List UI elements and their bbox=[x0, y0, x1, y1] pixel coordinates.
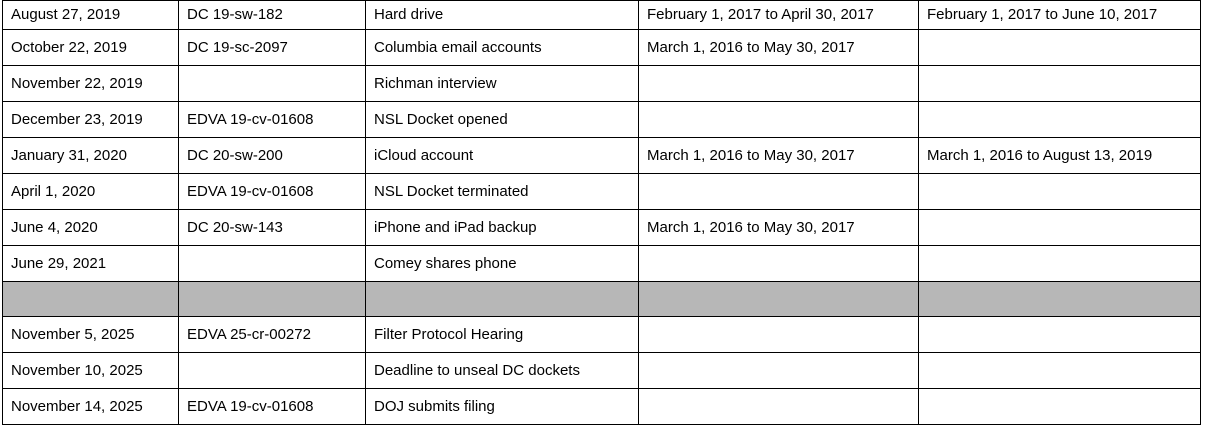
table-cell: EDVA 25-cr-00272 bbox=[179, 317, 366, 353]
table-cell bbox=[919, 353, 1201, 389]
table-cell: EDVA 19-cv-01608 bbox=[179, 174, 366, 210]
table-cell: June 29, 2021 bbox=[3, 246, 179, 282]
table-cell: April 1, 2020 bbox=[3, 174, 179, 210]
table-cell bbox=[919, 102, 1201, 138]
table-cell: iCloud account bbox=[366, 138, 639, 174]
table-cell bbox=[179, 282, 366, 317]
table-cell: DC 20-sw-200 bbox=[179, 138, 366, 174]
table-cell: DC 19-sc-2097 bbox=[179, 30, 366, 66]
table-cell bbox=[919, 66, 1201, 102]
table-row bbox=[3, 317, 1201, 353]
spacer-row bbox=[3, 282, 1201, 317]
table-cell bbox=[919, 210, 1201, 246]
table-cell: Columbia email accounts bbox=[366, 30, 639, 66]
table-cell bbox=[179, 246, 366, 282]
table-cell: March 1, 2016 to May 30, 2017 bbox=[639, 138, 919, 174]
table-row bbox=[3, 246, 1201, 282]
table-cell bbox=[919, 317, 1201, 353]
table-cell bbox=[639, 282, 919, 317]
table-cell: February 1, 2017 to June 10, 2017 bbox=[919, 1, 1201, 30]
table-cell bbox=[639, 317, 919, 353]
table-row bbox=[3, 353, 1201, 389]
table-cell: March 1, 2016 to August 13, 2019 bbox=[919, 138, 1201, 174]
table-cell: February 1, 2017 to April 30, 2017 bbox=[639, 1, 919, 30]
table-cell: Hard drive bbox=[366, 1, 639, 30]
table-cell: November 5, 2025 bbox=[3, 317, 179, 353]
table-cell: Filter Protocol Hearing bbox=[366, 317, 639, 353]
table-cell bbox=[179, 66, 366, 102]
table-row bbox=[3, 102, 1201, 138]
table-cell bbox=[639, 102, 919, 138]
timeline-table bbox=[2, 0, 1201, 425]
table-cell: EDVA 19-cv-01608 bbox=[179, 389, 366, 425]
table-cell: Richman interview bbox=[366, 66, 639, 102]
table-row bbox=[3, 66, 1201, 102]
table-cell: NSL Docket terminated bbox=[366, 174, 639, 210]
table-cell: Deadline to unseal DC dockets bbox=[366, 353, 639, 389]
table-cell: October 22, 2019 bbox=[3, 30, 179, 66]
table-row bbox=[3, 30, 1201, 66]
table-cell: iPhone and iPad backup bbox=[366, 210, 639, 246]
table-cell: DOJ submits filing bbox=[366, 389, 639, 425]
table-cell: November 22, 2019 bbox=[3, 66, 179, 102]
table-cell bbox=[919, 246, 1201, 282]
table-cell: March 1, 2016 to May 30, 2017 bbox=[639, 30, 919, 66]
table-cell bbox=[639, 246, 919, 282]
table-row bbox=[3, 389, 1201, 425]
table-cell bbox=[366, 282, 639, 317]
table-cell: June 4, 2020 bbox=[3, 210, 179, 246]
table-cell: Comey shares phone bbox=[366, 246, 639, 282]
table-cell: January 31, 2020 bbox=[3, 138, 179, 174]
table-cell bbox=[3, 282, 179, 317]
timeline-table-body bbox=[3, 1, 1201, 425]
table-cell: March 1, 2016 to May 30, 2017 bbox=[639, 210, 919, 246]
table-cell bbox=[639, 66, 919, 102]
table-row bbox=[3, 174, 1201, 210]
table-cell bbox=[919, 174, 1201, 210]
table-cell bbox=[639, 389, 919, 425]
table-cell: November 14, 2025 bbox=[3, 389, 179, 425]
table-cell bbox=[919, 30, 1201, 66]
table-cell: NSL Docket opened bbox=[366, 102, 639, 138]
table-row bbox=[3, 138, 1201, 174]
table-row bbox=[3, 210, 1201, 246]
table-cell: EDVA 19-cv-01608 bbox=[179, 102, 366, 138]
table-cell: December 23, 2019 bbox=[3, 102, 179, 138]
table-cell: November 10, 2025 bbox=[3, 353, 179, 389]
table-cell bbox=[919, 282, 1201, 317]
table-cell bbox=[179, 353, 366, 389]
table-cell bbox=[639, 353, 919, 389]
table-cell: August 27, 2019 bbox=[3, 1, 179, 30]
table-cell bbox=[639, 174, 919, 210]
table-cell bbox=[919, 389, 1201, 425]
table-cell: DC 19-sw-182 bbox=[179, 1, 366, 30]
table-row bbox=[3, 1, 1201, 30]
table-cell: DC 20-sw-143 bbox=[179, 210, 366, 246]
